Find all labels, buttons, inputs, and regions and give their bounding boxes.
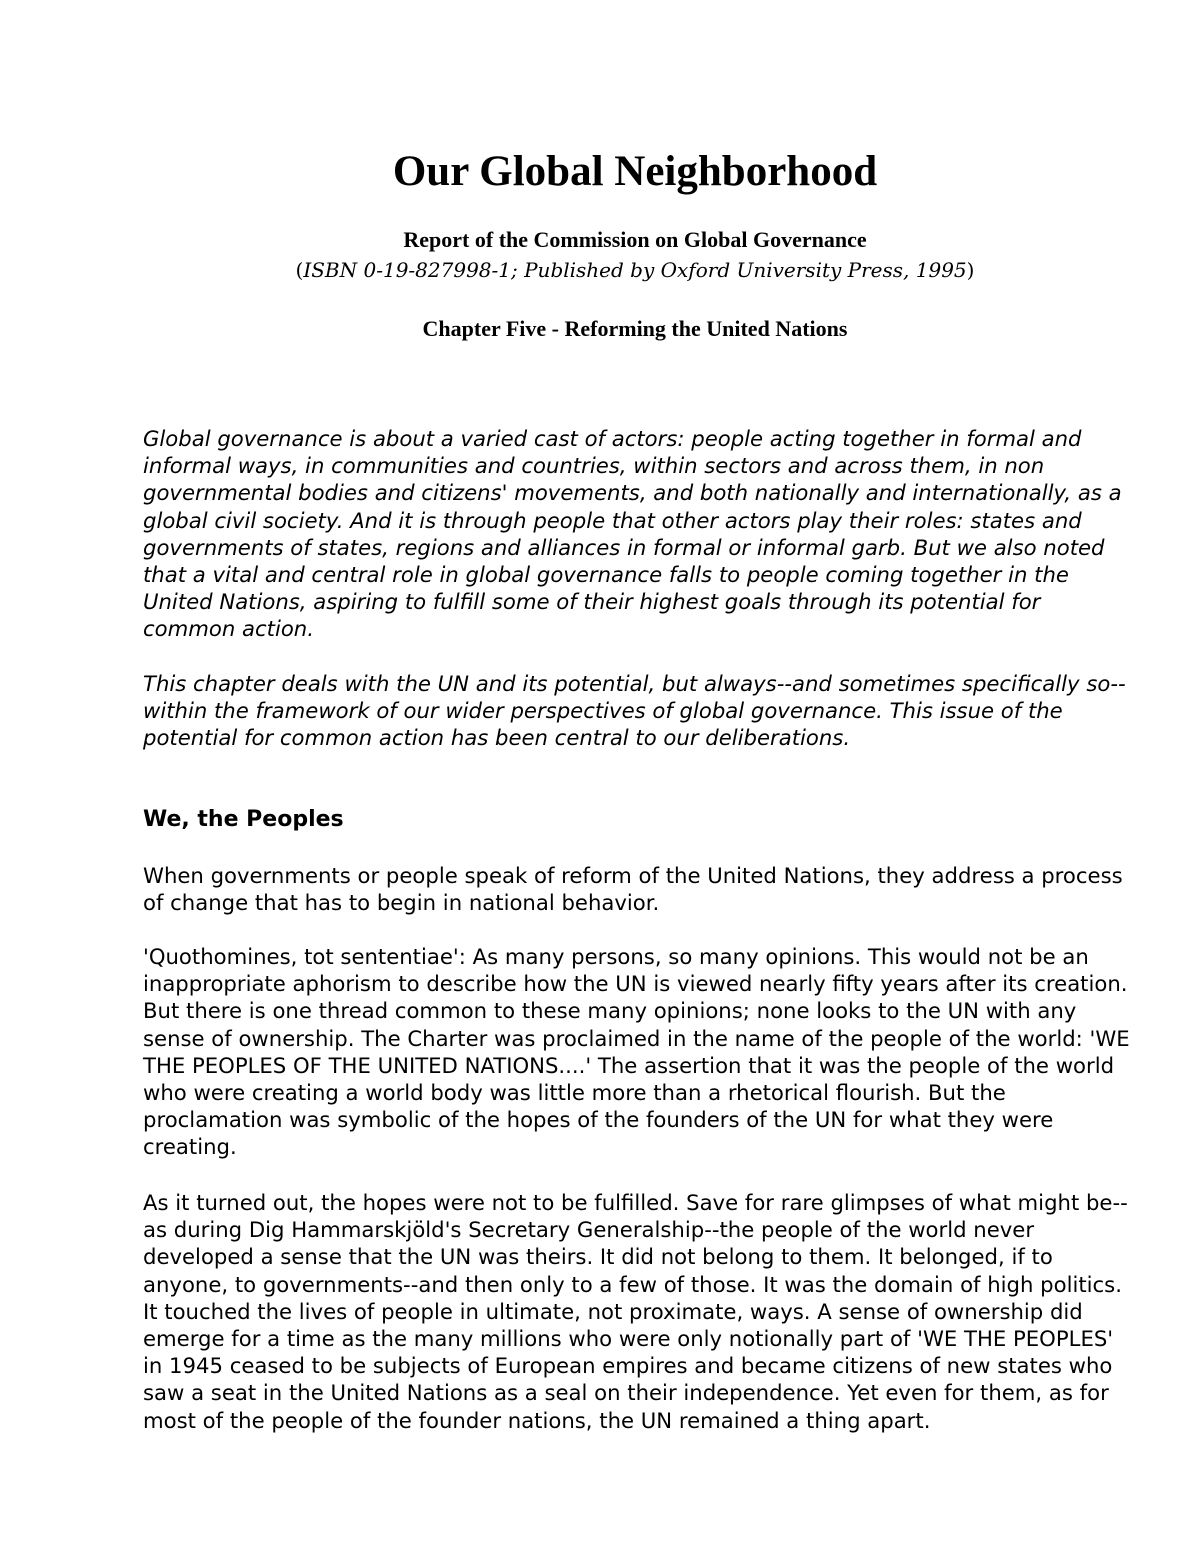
intro-paragraph: This chapter deals with the UN and its potential, but always--and sometimes specifically so--within the framework of our wider perspectives of global governance. This issue of the potential for common action has been central to our deliberations. — [143, 671, 1126, 751]
document-subtitle: Report of the Commission on Global Governance — [403, 227, 867, 252]
body-paragraph: As it turned out, the hopes were not to be fulfilled. Save for rare glimpses of what might be--as during Dig Hammarskjöld's Secretary Generalship--the people of the world never developed a sense that the UN was theirs. It did not belong to them. It belonged, if to anyone, to governments--and then only to a few of those. It was the domain of high politics. It touched the lives of people in ultimate, not proximate, ways. A sense of ownership did emerge for a time as the many millions who were only notionally part of 'WE THE PEOPLES' in 1945 ceased to be subjects of European empires and became citizens of new states who saw a seat in the United Nations as a seal on their independence. Yet even for them, as for most of the people of the founder nations, the UN remained a thing apart. — [143, 1190, 1128, 1433]
pub-details: ISBN 0-19-827998-1; Published by Oxford University Press, 1995 — [303, 258, 967, 282]
pub-close-paren: ) — [966, 258, 975, 282]
intro-paragraph: Global governance is about a varied cast of actors: people acting together in formal and informal ways, in communities and countries, within sectors and across them, in non governmental bodies and citizens' movements, and both nationally and internationally, as a global civil society. And it is through people that other actors play their roles: states and governments of states, regions and alliances in formal or informal garb. But we also noted that a vital and central role in global governance falls to people coming together in the United Nations, aspiring to fulfill some of their highest goals through its potential for common action. — [143, 426, 1122, 642]
section-heading: We, the Peoples — [143, 807, 344, 832]
publication-info — [0, 257, 1200, 284]
body-paragraph: 'Quothomines, tot sententiae': As many persons, so many opinions. This would not be an inappropriate aphorism to describe how the UN is viewed nearly fifty years after its creation. But there is one thread common to these many opinions; none looks to the UN with any sense of ownership. The Charter was proclaimed in the name of the people of the world: 'WE THE PEOPLES OF THE UNITED NATIONS....' The assertion that it was the people of the world who were creating a world body was little more than a rhetorical flourish. But the proclamation was symbolic of the hopes of the founders of the UN for what they were creating. — [143, 944, 1130, 1160]
chapter-title: Chapter Five - Reforming the United Nations — [422, 316, 848, 341]
body-paragraph: When governments or people speak of reform of the United Nations, they address a process of change that has to begin in national behavior. — [143, 863, 1123, 916]
pub-open-paren: ( — [295, 258, 304, 282]
document-title: Our Global Neighborhood — [392, 148, 878, 195]
